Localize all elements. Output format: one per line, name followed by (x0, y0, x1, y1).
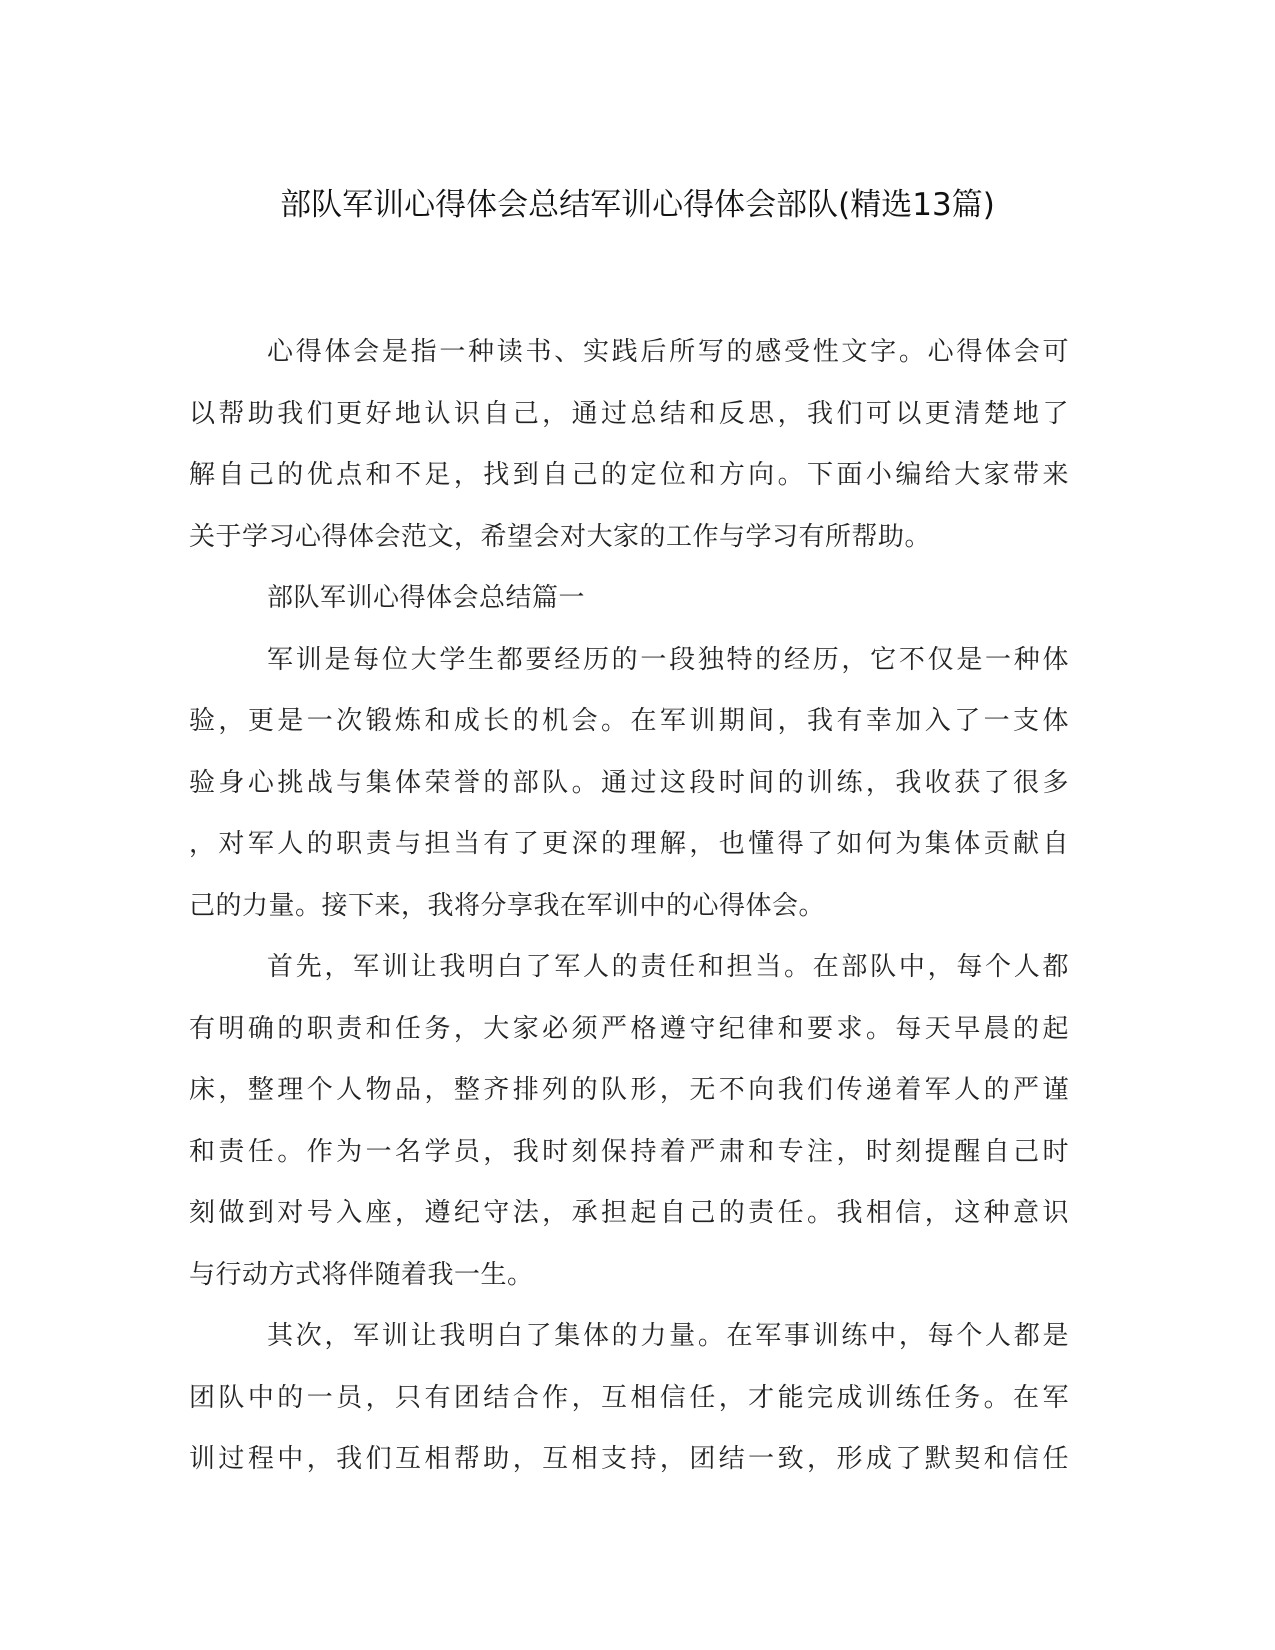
text-line: 和责任。作为一名学员，我时刻保持着严肃和专注，时刻提醒自己时 (189, 1136, 1069, 1167)
text-line: 解自己的优点和不足，找到自己的定位和方向。下面小编给大家带来 (189, 460, 1069, 490)
text-line: 关于学习心得体会范文，希望会对大家的工作与学习有所帮助。 (189, 521, 932, 552)
text-line: 训过程中，我们互相帮助，互相支持，团结一致，形成了默契和信任 (189, 1444, 1069, 1474)
text-line: 团队中的一员，只有团结合作，互相信任，才能完成训练任务。在军 (189, 1382, 1069, 1413)
text-line: 首先，军训让我明白了军人的责任和担当。在部队中，每个人都 (267, 952, 1069, 982)
section-heading-text: 部队军训心得体会总结篇一 (267, 583, 586, 613)
section-heading (189, 568, 1069, 630)
text-line: ，对军人的职责与担当有了更深的理解，也懂得了如何为集体贡献自 (189, 829, 1069, 859)
text-line: 验身心挑战与集体荣誉的部队。通过这段时间的训练，我收获了很多 (189, 767, 1069, 798)
paragraph (189, 937, 1069, 1306)
paragraph (189, 1306, 1069, 1491)
text-line: 己的力量。接下来，我将分享我在军训中的心得体会。 (189, 890, 826, 921)
document-body (189, 322, 1069, 1491)
text-line: 军训是每位大学生都要经历的一段独特的经历，它不仅是一种体 (267, 644, 1069, 675)
document-title: 部队军训心得体会总结军训心得体会部队(精选13篇) (280, 187, 995, 223)
text-line: 刻做到对号入座，遵纪守法，承担起自己的责任。我相信，这种意识 (189, 1198, 1069, 1228)
text-line: 与行动方式将伴随着我一生。 (189, 1259, 534, 1290)
text-line: 验，更是一次锻炼和成长的机会。在军训期间，我有幸加入了一支体 (189, 706, 1069, 736)
text-line: 心得体会是指一种读书、实践后所写的感受性文字。心得体会可 (267, 337, 1069, 367)
paragraph-intro (189, 322, 1069, 568)
text-line: 其次，军训让我明白了集体的力量。在军事训练中，每个人都是 (267, 1321, 1069, 1351)
text-line: 以帮助我们更好地认识自己，通过总结和反思，我们可以更清楚地了 (189, 398, 1069, 429)
text-line: 床，整理个人物品，整齐排列的队形，无不向我们传递着军人的严谨 (189, 1075, 1069, 1105)
paragraph (189, 630, 1069, 938)
text-line: 有明确的职责和任务，大家必须严格遵守纪律和要求。每天早晨的起 (189, 1013, 1069, 1044)
